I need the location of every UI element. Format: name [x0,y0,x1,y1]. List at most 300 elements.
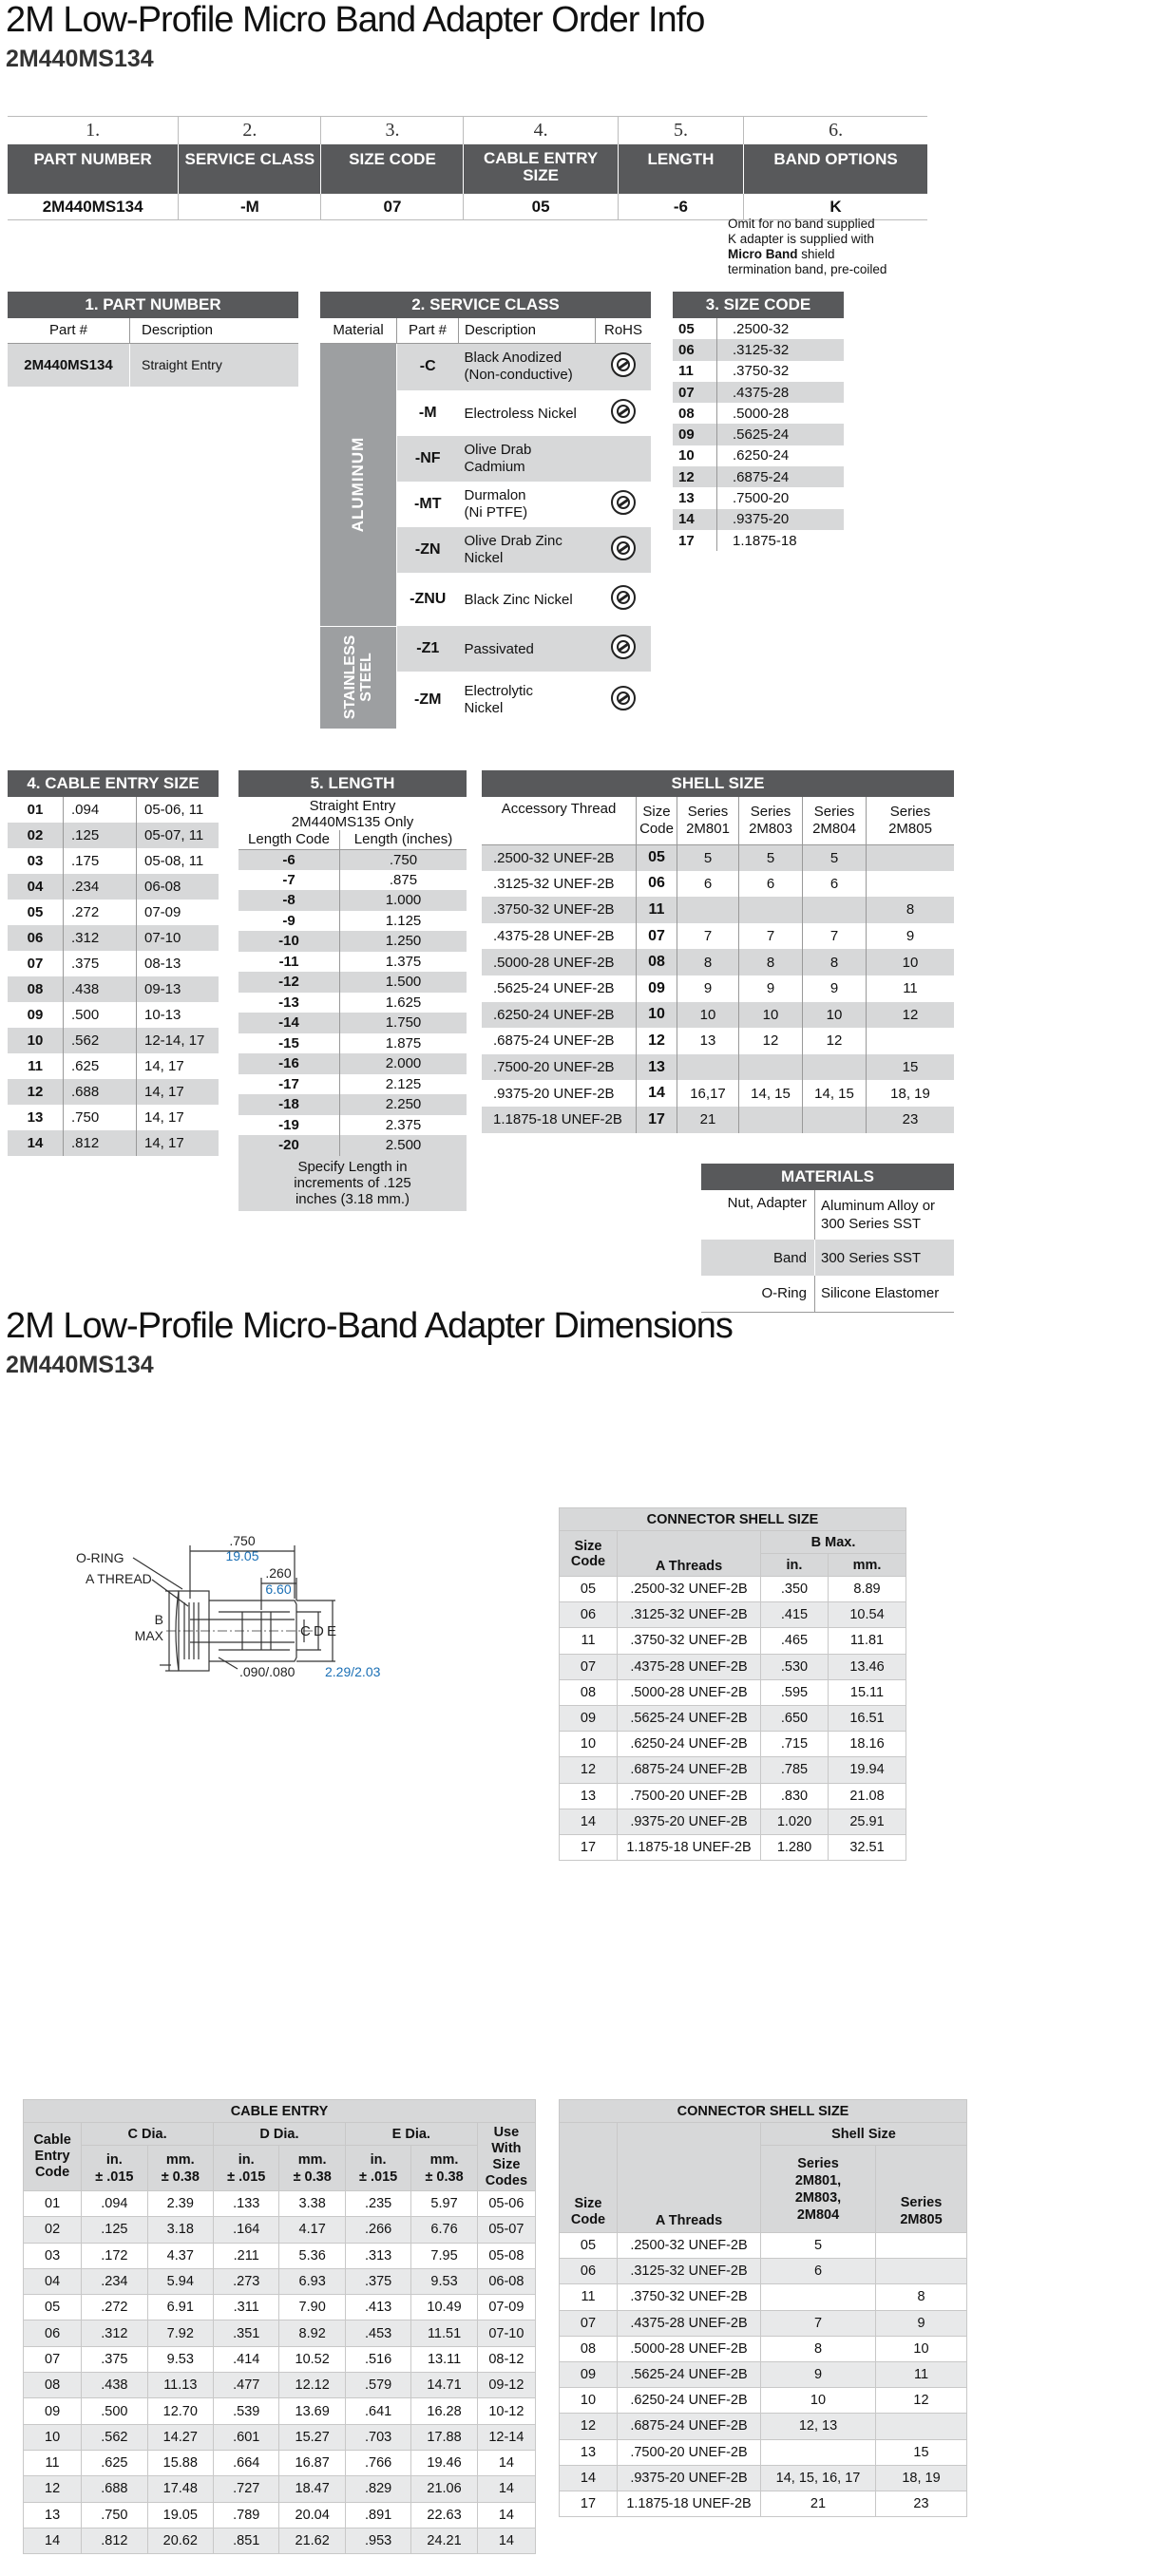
cshell-b-thread: .5625-24 UNEF-2B [618,1705,761,1731]
cable-entry-code: 03 [8,848,64,874]
table-row [238,952,467,973]
service-desc: Passivated [464,640,534,657]
shell-size-title: SHELL SIZE [482,770,954,797]
use-sizes: 07-09 [477,2295,535,2320]
material-stainless-cell [320,626,397,729]
cable-entry-code: 14 [8,1130,64,1156]
cable-entry-dia: .375 [64,951,137,976]
cshell-s-thread: .9375-20 UNEF-2B [618,2465,761,2491]
cable-entry-dia: .272 [64,900,137,925]
cshell-b-thread: .3125-32 UNEF-2B [618,1602,761,1628]
order-col-header: LENGTH [618,144,743,194]
cable-entry-dia: .438 [64,976,137,1002]
rohs-cell [596,573,652,626]
cshell-b-code: 08 [560,1679,618,1705]
cable-dims-subheader-line: ± 0.38 [425,2169,464,2185]
table-row [24,2424,536,2450]
cable-entry-sizes: 14, 17 [144,1109,184,1126]
table-row [560,2414,967,2439]
table-row [238,1033,467,1054]
d-in: .133 [214,2191,279,2217]
length-header: Length (inches) [353,831,453,848]
cshell-b-thread: .9375-20 UNEF-2B [618,1809,761,1834]
shell-2m804: 5 [803,844,867,871]
cshell-b-in: .350 [761,1577,829,1602]
cable-dims-header: E Dia. [345,2123,477,2146]
label-c: C [300,1623,311,1639]
e-in: .413 [345,2295,410,2320]
order-col-header: CABLE ENTRY SIZE [464,144,618,194]
rohs-cell [596,482,652,527]
cshell-s-header-line: Series [797,2155,839,2171]
shell-2m803 [739,897,803,923]
cshell-b-in: 1.280 [761,1834,829,1860]
shell-code: 12 [637,1028,677,1054]
band-note-bold: Micro Band [728,247,798,261]
d-mm: 4.17 [279,2217,345,2243]
cable-dims-code: 07 [24,2346,82,2372]
shell-2m805: 23 [902,1111,919,1128]
cable-dims-code: 03 [24,2243,82,2268]
cshell-b-code: 10 [560,1732,618,1757]
shell-thread: .9375-20 UNEF-2B [482,1080,637,1107]
cshell-s-code: 10 [560,2388,618,2414]
shell-2m804 [803,897,867,923]
cshell-s-code: 06 [560,2259,618,2284]
order-col-value: K [744,194,927,220]
cable-entry-dia: .175 [64,848,137,874]
cable-entry-sizes: 06-08 [144,879,181,895]
c-in: .688 [82,2476,147,2502]
cable-entry-code: 12 [8,1079,64,1105]
e-mm: 22.63 [411,2502,477,2528]
e-in: .516 [345,2346,410,2372]
cshell-b-thread: .7500-20 UNEF-2B [618,1783,761,1809]
cshell-s-801-803-804: 14, 15, 16, 17 [761,2465,876,2491]
label-750: .750 [229,1533,256,1548]
cable-dims-subheader [214,2146,279,2191]
service-desc-line: Olive Drab [464,442,532,458]
table-row [24,2268,536,2294]
c-mm: 15.88 [147,2450,213,2475]
size-thread: .9375-20 [733,511,790,528]
service-desc [459,672,596,729]
cable-entry-dia: .500 [64,1002,137,1028]
cshell-s-thread: .3125-32 UNEF-2B [618,2259,761,2284]
length-sub-line: Straight Entry [309,798,396,814]
c-mm: 17.48 [147,2476,213,2502]
cable-dims-subheader-line: in. [238,2151,255,2168]
cshell-s-thread: .2500-32 UNEF-2B [618,2233,761,2259]
service-desc [459,436,596,482]
table-row [8,976,219,1002]
cshell-s-code: 09 [560,2361,618,2387]
cable-entry-sizes: 08-13 [144,956,181,972]
order-col-num: 4. [464,117,618,145]
table-row [560,2361,967,2387]
table-row [482,923,954,950]
cable-entry-sizes: 09-13 [144,981,181,997]
cshell-s-805: 15 [876,2439,967,2465]
size-code: 13 [673,487,717,508]
e-in: .579 [345,2373,410,2398]
length-table [238,770,467,1211]
size-thread: .3750-32 [733,363,790,380]
material-value-line: Aluminum Alloy or [821,1198,936,1214]
order-col-value: 05 [464,194,618,220]
rohs-cell [596,343,652,390]
label-229: 2.29/2.03 [325,1664,381,1679]
cshell-s-801-803-804: 7 [761,2310,876,2336]
shell-2m805: 10 [902,954,919,971]
shell-2m803: 12 [739,1028,803,1054]
cshell-b-header: in. [761,1554,829,1577]
length-code: -6 [238,849,340,870]
material-aluminum-cell [320,343,397,626]
c-in: .234 [82,2268,147,2294]
cable-dims-header-line: Code [34,2165,70,2180]
cable-dims-subheader [411,2146,477,2191]
service-desc [459,343,596,390]
label-260: .260 [265,1565,292,1581]
label-d: D [314,1623,324,1639]
cable-dims-code: 12 [24,2476,82,2502]
use-sizes: 08-12 [477,2346,535,2372]
rohs-cell [596,527,652,573]
cable-entry-code: 07 [8,951,64,976]
cshell-s-header-line: 2M804 [796,2207,840,2223]
length-inches: 1.125 [385,912,422,929]
size-code: 09 [673,424,717,445]
service-class-table [320,292,651,729]
rohs-cell [596,672,652,729]
shell-2m801: 6 [677,871,739,898]
part-number-desc: Straight Entry [142,357,222,373]
part-number-value: 2M440MS134 [8,343,130,387]
c-in: .438 [82,2373,147,2398]
table-row [560,2310,967,2336]
cable-dims-subheader [147,2146,213,2191]
table-row [8,874,219,900]
cable-dims-subheader-line: in. [105,2151,123,2168]
cshell-b-mm: 10.54 [829,1602,906,1628]
order-col-value: -6 [618,194,743,220]
service-desc-line: Nickel [464,700,504,716]
d-in: .789 [214,2502,279,2528]
e-mm: 10.49 [411,2295,477,2320]
cshell-b-thread: .6250-24 UNEF-2B [618,1732,761,1757]
cshell-s-code: 07 [560,2310,618,2336]
shell-2m804: 7 [803,923,867,950]
d-mm: 3.38 [279,2191,345,2217]
shell-2m803 [739,1107,803,1133]
rohs-icon [611,536,636,560]
service-desc: Electroless Nickel [464,405,577,422]
cshell-s-code: 05 [560,2233,618,2259]
shell-2m805: 18, 19 [890,1085,930,1102]
c-mm: 4.37 [147,2243,213,2268]
shell-2m805: 9 [906,928,915,945]
table-row [560,1705,906,1731]
table-row [8,1079,219,1105]
cable-dims-code: 04 [24,2268,82,2294]
connector-shell-b-title: CONNECTOR SHELL SIZE [560,1508,906,1531]
cable-dims-subheader-line: ± .015 [95,2169,134,2185]
use-sizes: 14 [477,2450,535,2475]
c-mm: 12.70 [147,2398,213,2424]
table-row [238,1135,467,1156]
c-mm: 9.53 [147,2346,213,2372]
cshell-b-mm: 15.11 [829,1679,906,1705]
use-sizes: 05-06 [477,2191,535,2217]
material-value: Silicone Elastomer [815,1276,955,1312]
shell-code: 06 [637,871,677,898]
cshell-b-header [560,1531,618,1577]
use-sizes: 14 [477,2502,535,2528]
d-in: .851 [214,2528,279,2553]
material-stainless-line: STEEL [358,653,374,703]
cable-dims-code: 08 [24,2373,82,2398]
d-in: .477 [214,2373,279,2398]
length-code: -14 [238,1013,340,1033]
cable-dims-code: 02 [24,2217,82,2243]
cshell-b-mm: 25.91 [829,1809,906,1834]
band-note-line: Omit for no band supplied [728,217,875,231]
length-code: -16 [238,1053,340,1074]
length-inches: 2.000 [385,1055,422,1072]
cable-entry-dia: .312 [64,925,137,951]
band-note-text: shield [797,247,835,261]
c-mm: 3.18 [147,2217,213,2243]
cshell-s-code: 08 [560,2336,618,2361]
cable-entry-code: 13 [8,1105,64,1130]
table-row [8,1130,219,1156]
table-row [560,2439,967,2465]
cshell-s-805 [876,2414,967,2439]
shell-code: 17 [637,1107,677,1133]
table-row [673,361,844,382]
cshell-s-801-803-804: 21 [761,2491,876,2516]
table-row [560,2336,967,2361]
cshell-b-in: .785 [761,1757,829,1783]
order-col-header: SERVICE CLASS [179,144,321,194]
label-athread: A THREAD [86,1571,152,1586]
d-mm: 21.62 [279,2528,345,2553]
e-in: .766 [345,2450,410,2475]
cable-dims-header [24,2123,82,2191]
table-row [8,900,219,925]
d-mm: 20.04 [279,2502,345,2528]
use-sizes: 05-07 [477,2217,535,2243]
cable-dims-header: D Dia. [214,2123,346,2146]
cshell-b-thread: 1.1875-18 UNEF-2B [618,1834,761,1860]
table-row [238,972,467,993]
size-code: 11 [673,361,717,382]
e-mm: 17.88 [411,2424,477,2450]
cshell-b-mm: 16.51 [829,1705,906,1731]
table-row [673,339,844,360]
table-row [238,911,467,932]
cable-entry-sizes: 05-06, 11 [144,802,204,818]
d-in: .727 [214,2476,279,2502]
cshell-s-805 [876,2233,967,2259]
table-row [24,2191,536,2217]
length-inches: 1.375 [385,953,422,970]
cshell-s-header [560,2123,618,2233]
cshell-s-header [761,2146,876,2233]
cshell-s-805 [876,2259,967,2284]
cshell-b-in: .530 [761,1654,829,1679]
table-row [238,1074,467,1095]
table-row [24,2243,536,2268]
shell-2m801: 10 [677,1002,739,1029]
label-660: 6.60 [265,1582,292,1597]
cable-entry-sizes: 07-09 [144,904,181,920]
shell-2m804: 8 [803,949,867,975]
table-row [673,382,844,403]
cshell-s-header-line: 2M805 [900,2212,943,2227]
service-desc-line: Black Anodized [464,350,562,367]
service-desc-line: (Ni PTFE) [464,504,528,521]
table-row [560,1602,906,1628]
cable-dims-code: 05 [24,2295,82,2320]
cable-dims-subheader-line: ± .015 [359,2169,398,2185]
cable-entry-dia: .234 [64,874,137,900]
d-in: .351 [214,2320,279,2346]
e-mm: 21.06 [411,2476,477,2502]
cable-entry-dia: .750 [64,1105,137,1130]
cable-dims-subheader [345,2146,410,2191]
length-code: -12 [238,972,340,993]
cshell-s-header [876,2146,967,2233]
cable-entry-dims-title: CABLE ENTRY [24,2100,536,2123]
cable-entry-sizes: 05-08, 11 [144,853,204,869]
service-part: -ZM [414,691,442,708]
length-code: -19 [238,1115,340,1136]
size-thread: .5625-24 [733,426,790,444]
table-row [673,403,844,424]
e-in: .375 [345,2268,410,2294]
size-code: 05 [673,318,717,339]
order-col-header: PART NUMBER [8,144,179,194]
cable-dims-subheader-line: in. [370,2151,387,2168]
d-in: .311 [214,2295,279,2320]
shell-2m805: 8 [906,901,915,919]
cshell-b-code: 12 [560,1757,618,1783]
cable-entry-code: 09 [8,1002,64,1028]
cshell-s-code: 13 [560,2439,618,2465]
cshell-b-thread: .4375-28 UNEF-2B [618,1654,761,1679]
shell-2m803: 5 [739,844,803,871]
c-in: .094 [82,2191,147,2217]
c-mm: 5.94 [147,2268,213,2294]
d-mm: 7.90 [279,2295,345,2320]
band-note-line: K adapter is supplied with [728,232,874,246]
cshell-b-header: mm. [829,1554,906,1577]
shell-header-line: 2M805 [888,820,932,837]
length-code: -18 [238,1094,340,1115]
table-row [560,1654,906,1679]
service-class-header: Description [459,318,596,343]
length-inches: .750 [389,851,418,868]
table-row [482,1107,954,1133]
table-row [560,1679,906,1705]
cshell-b-thread: .5000-28 UNEF-2B [618,1679,761,1705]
shell-2m801 [677,1054,739,1081]
shell-thread: 1.1875-18 UNEF-2B [482,1107,637,1133]
c-in: .625 [82,2450,147,2475]
cable-entry-code: 08 [8,976,64,1002]
size-code-title: 3. SIZE CODE [673,292,844,318]
use-sizes: 06-08 [477,2268,535,2294]
order-col-value: 07 [321,194,464,220]
rohs-cell [596,626,652,672]
rohs-icon [611,490,636,515]
service-part: -C [397,343,459,390]
shell-header [637,797,677,844]
shell-2m805 [867,871,955,898]
table-row [238,1094,467,1115]
size-code: 10 [673,445,717,466]
shell-header-line: Series [813,803,855,820]
table-row [673,445,844,466]
table-row [560,1834,906,1860]
length-code: -10 [238,931,340,952]
table-row [8,925,219,951]
cable-entry-sizes: 05-07, 11 [144,827,204,843]
d-in: .211 [214,2243,279,2268]
cable-entry-dia: .125 [64,823,137,848]
shell-thread: .6250-24 UNEF-2B [482,1002,637,1029]
cshell-s-thread: .6250-24 UNEF-2B [618,2388,761,2414]
cshell-b-mm: 18.16 [829,1732,906,1757]
cshell-s-header-line: Size [574,2196,602,2211]
length-sub-line: 2M440MS135 Only [291,814,414,830]
service-class-header: Material [320,318,397,343]
shell-2m804: 10 [803,1002,867,1029]
cable-dims-header: C Dia. [82,2123,214,2146]
table-row [8,848,219,874]
cable-dims-header-line: Use [493,2124,520,2140]
order-table [8,116,927,220]
c-mm: 2.39 [147,2191,213,2217]
material-value [815,1190,955,1240]
table-row [482,871,954,898]
length-inches: 1.250 [385,933,422,950]
table-row [8,951,219,976]
connector-shell-bmax-table [559,1507,906,1861]
e-mm: 14.71 [411,2373,477,2398]
cshell-b-code: 13 [560,1783,618,1809]
shell-header-line: 2M804 [812,820,856,837]
shell-2m801: 7 [677,923,739,950]
table-row [238,890,467,911]
c-in: .750 [82,2502,147,2528]
cshell-b-thread: .2500-32 UNEF-2B [618,1577,761,1602]
cable-dims-subheader-line: ± .015 [227,2169,266,2185]
use-sizes: 14 [477,2476,535,2502]
cshell-s-thread: .7500-20 UNEF-2B [618,2439,761,2465]
table-row [560,1628,906,1654]
service-desc [459,527,596,573]
part-number-table [8,292,298,387]
table-row [482,897,954,923]
shell-2m805 [867,844,955,871]
cshell-s-805: 18, 19 [876,2465,967,2491]
label-oring: O-RING [76,1550,124,1565]
cshell-s-code: 11 [560,2284,618,2310]
cshell-b-in: .715 [761,1732,829,1757]
